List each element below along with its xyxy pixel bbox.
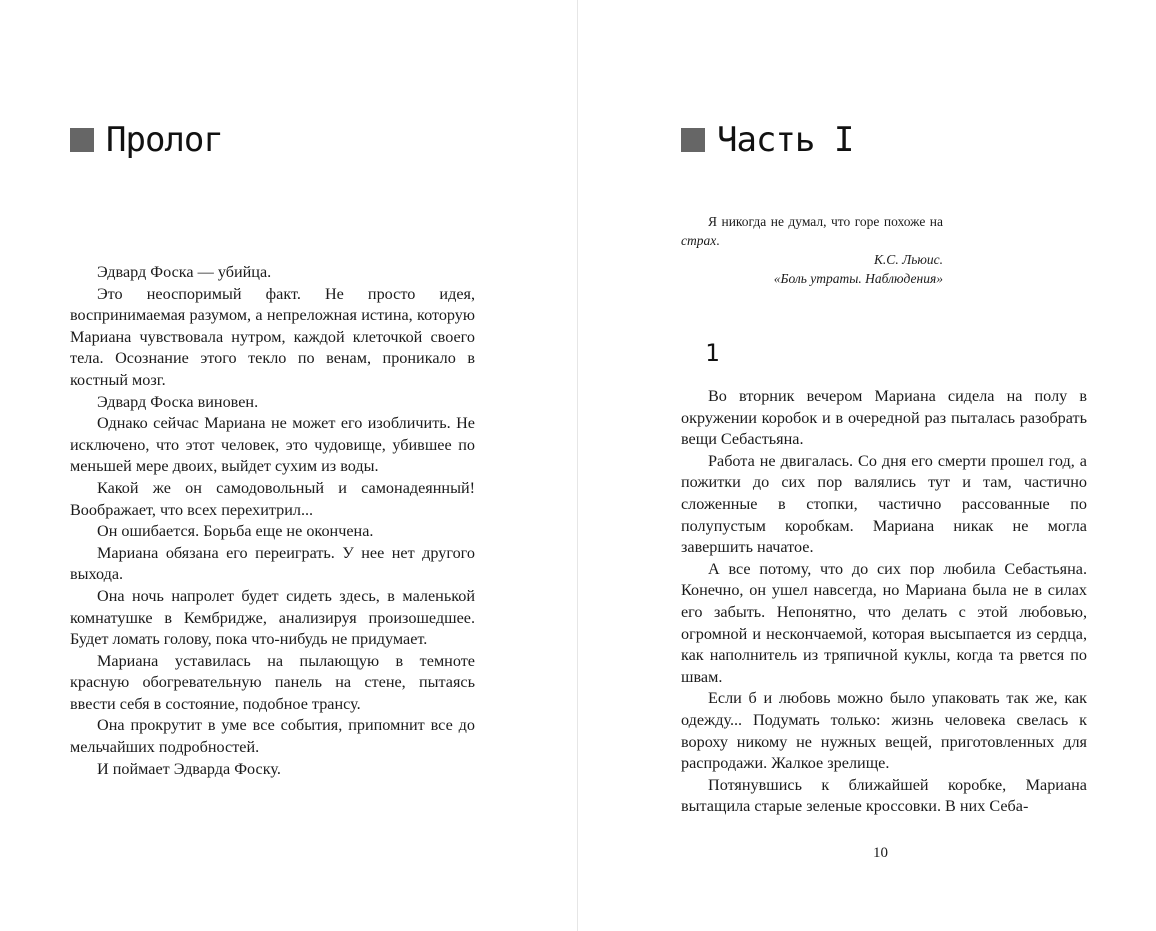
right-page [578, 0, 1156, 931]
paragraph: И поймает Эдварда Фоску. [97, 759, 281, 778]
paragraph: Мариана уставилась на пылающую в темноте красную обогревательную панель на стене, пытаясь ввести себя в состояние, подобное трансу. [70, 651, 475, 713]
paragraph: Эдвард Фоска — убийца. [97, 263, 272, 281]
paragraph: Если б и любовь можно было упаковать так же, как одежду... Подумать только: жизнь человека свелась к вороху никому не нужных вещей, приготовленных для распродажи. Жалкое зрелище. [681, 689, 1087, 773]
paragraph: Во вторник вечером Мариана сидела на полу в окружении коробок и в очередной раз пыталась разобрать вещи Себастьяна. [681, 387, 1087, 449]
prologue-text [70, 262, 475, 780]
paragraph: Он ошибается. Борьба еще не окончена. [97, 522, 374, 541]
epigraph-author: К.С. Льюис. [873, 252, 943, 267]
epigraph-source: «Боль утраты. Наблюдения» [773, 271, 943, 286]
chapter-text [681, 386, 1087, 818]
paragraph: Какой же он самодовольный и самонадеянный! Воображает, что всех перехитрил... [70, 478, 475, 519]
epigraph-quote-start: Я никогда не думал, что горе похоже на [708, 214, 943, 229]
left-page [0, 0, 577, 931]
prologue-title: Пролог [106, 120, 223, 160]
epigraph-quote [681, 212, 943, 250]
prologue-heading [70, 118, 223, 162]
heading-square-marker [70, 128, 94, 152]
epigraph-quote-italic: страх [681, 233, 717, 248]
paragraph: Она прокрутит в уме все события, припомнит все до мельчайших подробностей. [70, 716, 475, 757]
heading-square-marker [681, 128, 705, 152]
chapter-number: 1 [705, 339, 720, 367]
part-heading [681, 118, 853, 162]
paragraph: Это неоспоримый факт. Не просто идея, воспринимаемая разумом, а непреложная истина, которую Мариана чувствовала нутром, каждой клеточкой своего тела. Осознание этого текло по венам, проникало в костный мозг. [70, 284, 475, 389]
page-number: 10 [873, 845, 888, 861]
epigraph [681, 212, 943, 288]
paragraph: Однако сейчас Мариана не может его изобличить. Не исключено, что этот человек, это чудовище, убившее по меньшей мере двоих, выйдет сухим из воды. [70, 414, 475, 476]
part-title: Часть I [717, 120, 854, 160]
paragraph: Потянувшись к ближайшей коробке, Мариана вытащила старые зеленые кроссовки. В них Себа- [681, 775, 1087, 816]
epigraph-quote-end: . [716, 233, 720, 248]
paragraph: Мариана обязана его переиграть. У нее нет другого выхода. [70, 543, 475, 584]
paragraph: Работа не двигалась. Со дня его смерти прошел год, а пожитки до сих пор валялись тут и там, частично сложенные в стопки, частично рассованные по полупустым коробкам. Мариана никак не могла завершить начатое. [681, 451, 1087, 557]
paragraph: Эдвард Фоска виновен. [97, 392, 259, 411]
paragraph: А все потому, что до сих пор любила Себастьяна. Конечно, он ушел навсегда, но Мариана была не в силах его забыть. Непонятно, что делать с этой любовью, огромной и нескончаемой, которая высыпается из сердца, как наполнитель из тряпичной куклы, когда та рвется по швам. [681, 559, 1087, 686]
paragraph: Она ночь напролет будет сидеть здесь, в маленькой комнатушке в Кембридже, анализируя произошедшее. Будет ломать голову, пока что-нибудь не придумает. [70, 586, 475, 649]
